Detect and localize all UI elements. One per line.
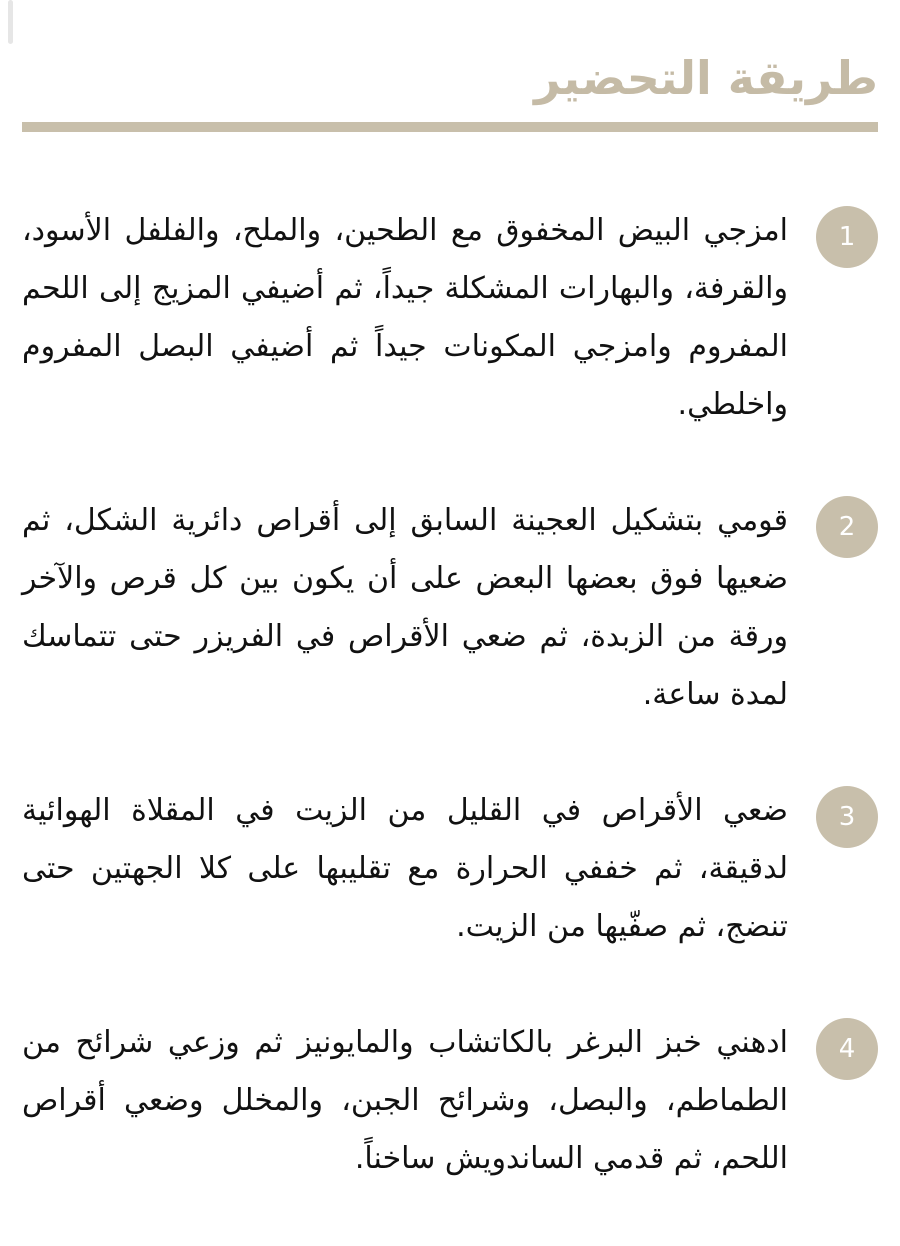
- title-divider: [22, 122, 878, 132]
- scroll-indicator[interactable]: [8, 0, 13, 44]
- step-4: [22, 1014, 878, 1188]
- step-number-badge: 3: [816, 786, 878, 848]
- step-1: [22, 202, 878, 434]
- recipe-instructions: [22, 0, 878, 1246]
- section-title: طريقة التحضير: [534, 51, 878, 105]
- step-number-badge: 2: [816, 496, 878, 558]
- step-3: [22, 782, 878, 956]
- step-text: ادهني خبز البرغر بالكاتشاب والمايونيز ثم وزعي شرائح من الطماطم، والبصل، وشرائح الجبن، والمخلل وضعي أقراص اللحم، ثم قدمي الساندويش ساخناً.: [22, 1025, 788, 1176]
- step-text: ضعي الأقراص في القليل من الزيت في المقلاة الهوائية لدقيقة، ثم خففي الحرارة مع تقليبها على كلا الجهتين حتى تنضج، ثم صفّيها من الزيت.: [22, 793, 788, 944]
- steps-list: [22, 132, 878, 1188]
- step-number-badge: 4: [816, 1018, 878, 1080]
- step-2: [22, 492, 878, 724]
- step-number-badge: 1: [816, 206, 878, 268]
- step-text: قومي بتشكيل العجينة السابق إلى أقراص دائرية الشكل، ثم ضعيها فوق بعضها البعض على أن يكون بين كل قرص والآخر ورقة من الزبدة، ثم ضعي الأقراص في الفريزر حتى تتماسك لمدة ساعة.: [22, 503, 788, 712]
- step-text: امزجي البيض المخفوق مع الطحين، والملح، والفلفل الأسود، والقرفة، والبهارات المشكلة جيداً، ثم أضيفي المزيج إلى اللحم المفروم وامزجي المكونات جيداً ثم أضيفي البصل المفروم واخلطي.: [22, 213, 788, 422]
